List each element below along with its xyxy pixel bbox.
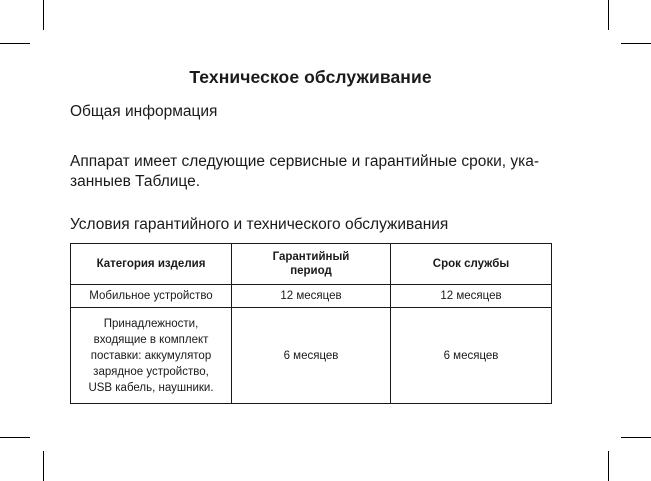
service-terms-table <box>70 243 552 404</box>
cell-service-life: 6 месяцев <box>391 308 552 404</box>
header-service-life: Срок службы <box>391 244 552 285</box>
cell-warranty-period: 12 месяцев <box>232 285 391 308</box>
page-title: Техническое обслуживание <box>189 67 432 87</box>
crop-mark-top-left-vertical <box>43 0 44 30</box>
paragraph-line: занныев Таблице. <box>70 173 201 190</box>
header-category: Категория изделия <box>71 244 232 285</box>
table-header-row <box>71 244 552 285</box>
table-row <box>71 308 552 404</box>
service-terms-paragraph <box>70 152 570 192</box>
crop-mark-bottom-right-horizontal <box>621 437 651 438</box>
crop-mark-bottom-left-horizontal <box>0 437 30 438</box>
paragraph-line: Аппарат имеет следующие сервисные и гарантийные сроки, ука- <box>70 153 540 170</box>
cell-category: Принадлежности, входящие в комплект поставки: аккумулятор зарядное устройство, USB кабель, наушники. <box>71 308 232 404</box>
cell-service-life: 12 месяцев <box>391 285 552 308</box>
header-warranty-period: Гарантийный период <box>232 244 391 285</box>
table-row <box>71 285 552 308</box>
crop-mark-top-right-vertical <box>608 0 609 30</box>
cell-warranty-period: 6 месяцев <box>232 308 391 404</box>
conditions-heading: Условия гарантийного и технического обслуживания <box>70 216 449 233</box>
crop-mark-top-left-horizontal <box>0 43 30 44</box>
crop-mark-bottom-right-vertical <box>608 451 609 481</box>
crop-mark-bottom-left-vertical <box>43 451 44 481</box>
cell-category: Мобильное устройство <box>71 285 232 308</box>
crop-mark-top-right-horizontal <box>621 43 651 44</box>
general-info-heading: Общая информация <box>70 103 218 120</box>
